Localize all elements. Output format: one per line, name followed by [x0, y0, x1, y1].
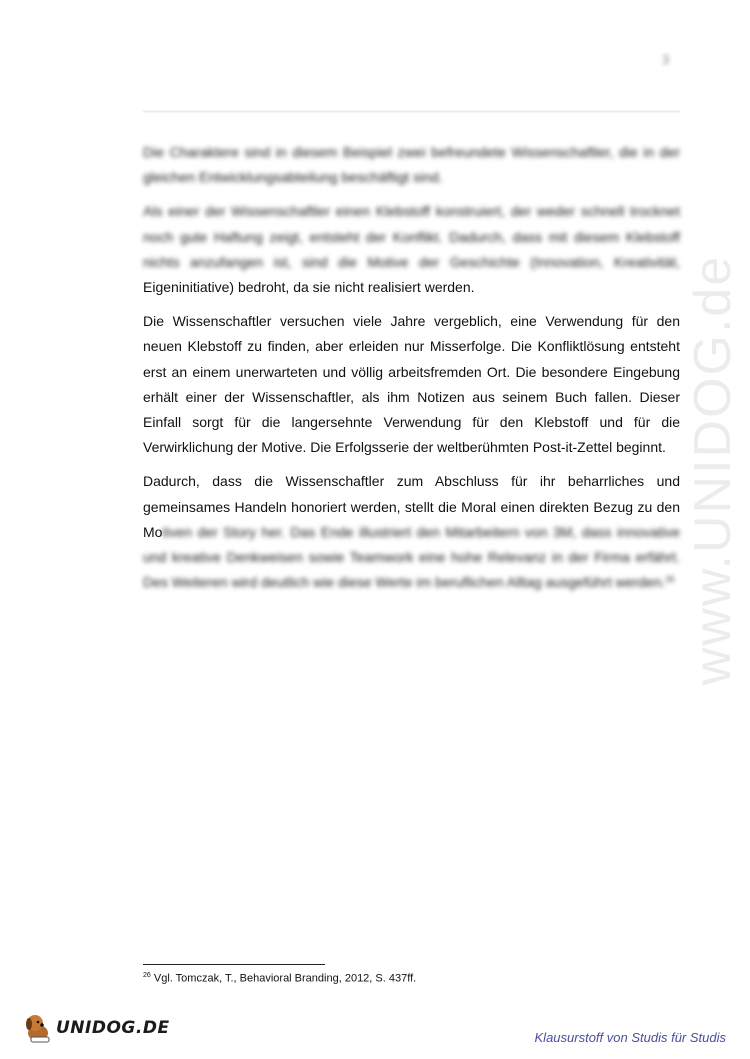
footnote-divider [143, 964, 325, 965]
header-divider [143, 111, 680, 112]
paragraph-3 [143, 309, 680, 460]
paragraph-text: Die Wissenschaftler versuchen viele Jahre vergeblich, eine Verwendung für den neuen Klebstoff zu finden, aber erleiden nur Misserfolge. Die Konfliktlösung entsteht erst an einem unerwarteten und völlig arbeitsfremden Ort. Die besondere Eingebung erhält einer der Wissenschaftler, als ihm Notizen aus seinem Buch fallen. Dieser Einfall sorgt für die langersehnte Verwendung für den Klebstoff und für die Verwirklichung der Motive. Die Erfolgsserie der weltberühmten Post-it-Zettel beginnt. [143, 313, 680, 456]
dog-icon [22, 1012, 56, 1044]
blurred-text: Als einer der Wissenschaftler einen Klebstoff konstruiert, der weder schnell trocknet noch gute Haftung zeigt, entsteht der Konflikt. Dadurch, dass mit diesem Klebstoff nichts anzufangen ist, sind die Motive der Geschichte (Innovation, Kreativität, [143, 203, 680, 270]
footnote [143, 972, 416, 985]
page-number: 3 [662, 52, 670, 67]
unidog-logo [22, 1012, 170, 1044]
footer-tagline: Klausurstoff von Studis für Studis [534, 1030, 726, 1045]
footnote-text: Vgl. Tomczak, T., Behavioral Branding, 2012, S. 437ff. [153, 972, 417, 985]
watermark: www.UNIDOG.de [684, 254, 742, 686]
document-body [143, 140, 680, 604]
paragraph-text: Dadurch, dass die Wissenschaftler zum Abschluss für ihr beharrliches und gemeinsames Handeln honoriert werden, stellt die Moral einen direkten Bezug zu den Mo [143, 473, 680, 540]
blurred-text: Die Charaktere sind in diesem Beispiel zwei befreundete Wissenschaftler, die in der gleichen Entwicklungsabteilung beschäftigt sind. [143, 144, 680, 186]
paragraph-4 [143, 469, 680, 595]
paragraph-text: Eigeninitiative) bedroht, da sie nicht realisiert werden. [143, 279, 475, 296]
logo-text: UNIDOG.DE [56, 1018, 170, 1038]
blurred-text: tiven der Story her. Das Ende illustriert den Mitarbeitern von 3M, dass innovative und kreative Denkweisen sowie Teamwork eine hohe Relevanz in der Firma erfährt. Des Weiteren wird deutlich wie diese Werte im beruflichen Alltag ausgeführt werden. [143, 523, 680, 591]
paragraph-2 [143, 199, 680, 300]
footnote-number: 26 [143, 972, 151, 979]
paragraph-1 [143, 140, 680, 190]
footnote-reference: 26 [665, 574, 675, 584]
